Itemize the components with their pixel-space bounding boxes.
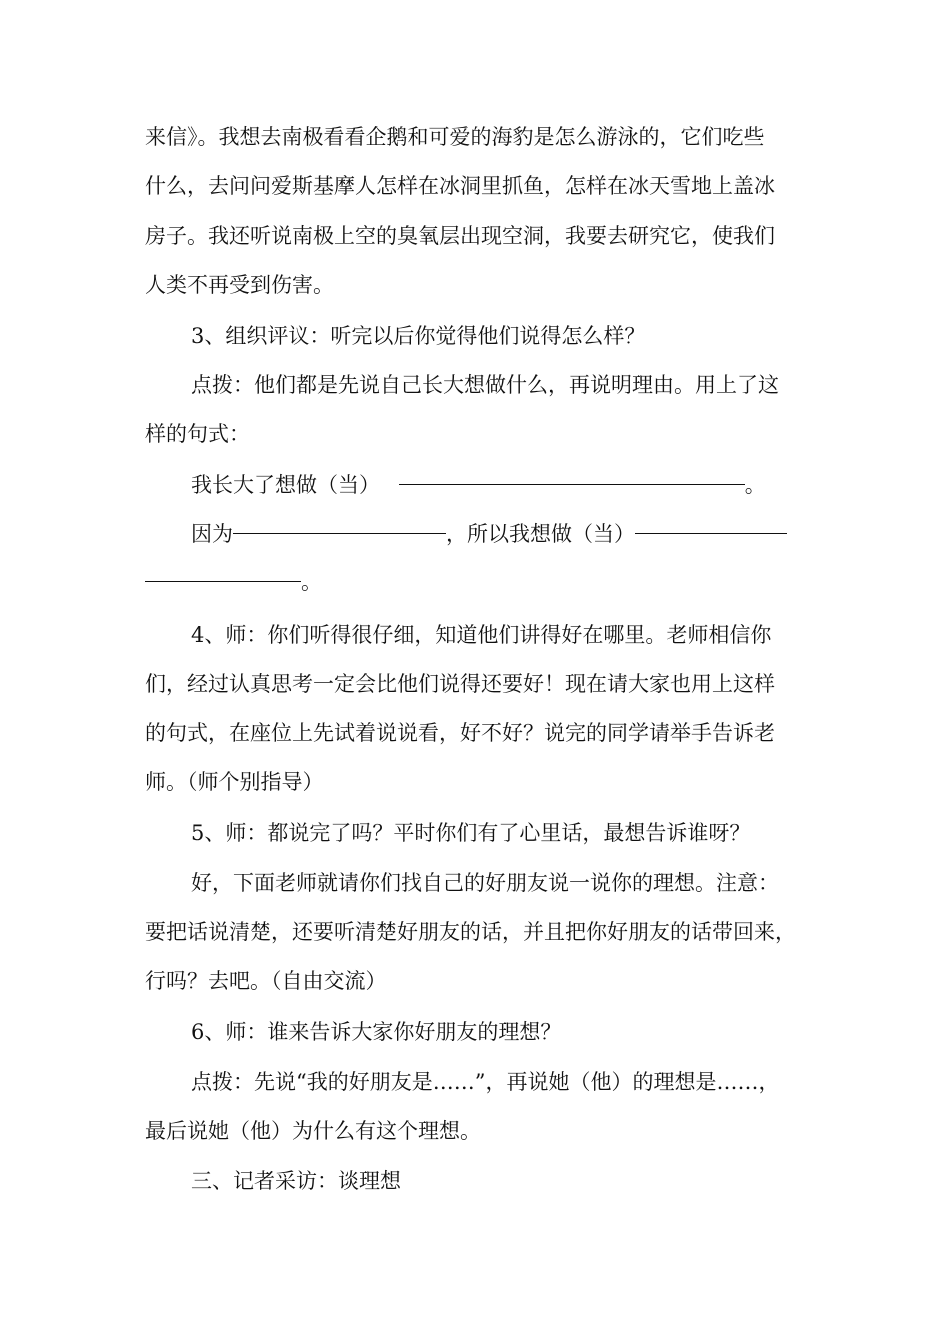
text-line: 的句式，在座位上先试着说说看，好不好？说完的同学请举手告诉老 — [145, 721, 775, 745]
text-line: 6、师：谁来告诉大家你好朋友的理想？ — [191, 1020, 562, 1044]
section-heading: 三、记者采访：谈理想 — [191, 1169, 401, 1193]
text-line: 3、组织评议：听完以后你觉得他们说得怎么样？ — [191, 324, 646, 348]
text-line: 样的句式： — [145, 422, 250, 446]
text-line: 房子。我还听说南极上空的臭氧层出现空洞，我要去研究它，使我们 — [145, 224, 775, 248]
text-line: 要把话说清楚，还要听清楚好朋友的话，并且把你好朋友的话带回来， — [145, 920, 796, 944]
sentence-template-1 — [191, 470, 766, 500]
template-prefix: 因为 — [191, 522, 233, 546]
template-suffix: 。 — [301, 570, 322, 594]
text-line: 们，经过认真思考一定会比他们说得还要好！现在请大家也用上这样 — [145, 672, 775, 696]
sentence-template-2-continued — [145, 567, 322, 597]
template-prefix: 我长大了想做（当） — [191, 473, 380, 497]
text-line: 点拨：他们都是先说自己长大想做什么，再说明理由。用上了这 — [191, 373, 779, 397]
template-suffix: 。 — [744, 473, 766, 497]
sentence-template-2 — [191, 519, 787, 549]
text-line: 行吗？去吧。（自由交流） — [145, 969, 387, 993]
text-line: 好，下面老师就请你们找自己的好朋友说一说你的理想。注意： — [191, 871, 779, 895]
text-line: 5、师：都说完了吗？平时你们有了心里话，最想告诉谁呀？ — [191, 821, 751, 845]
text-line: 人类不再受到伤害。 — [145, 273, 334, 297]
text-line: 最后说她（他）为什么有这个理想。 — [145, 1119, 481, 1143]
fill-blank — [145, 581, 301, 582]
text-line: 师。（师个别指导） — [145, 770, 324, 794]
text-line: 来信》。我想去南极看看企鹅和可爱的海豹是怎么游泳的，它们吃些 — [145, 125, 765, 149]
fill-blank — [399, 484, 745, 485]
text-line: 4、师：你们听得很仔细，知道他们讲得好在哪里。老师相信你 — [191, 623, 772, 647]
text-line: 点拨：先说“我的好朋友是……”，再说她（他）的理想是……， — [191, 1070, 780, 1094]
template-middle: ，所以我想做（当） — [446, 522, 635, 546]
fill-blank — [635, 533, 787, 534]
text-line: 什么，去问问爱斯基摩人怎样在冰洞里抓鱼，怎样在冰天雪地上盖冰 — [145, 174, 775, 198]
fill-blank — [233, 533, 446, 534]
